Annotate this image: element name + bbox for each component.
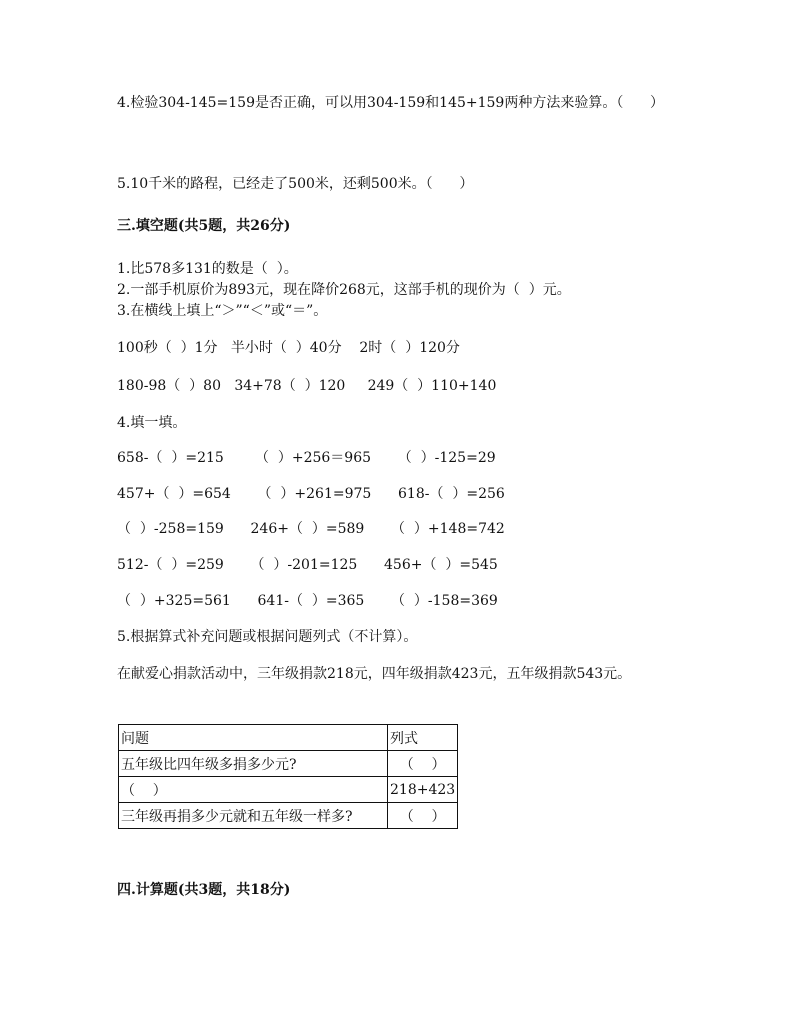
table-cell: （ ） bbox=[388, 751, 458, 777]
table-cell: 三年级再捐多少元就和五年级一样多? bbox=[119, 803, 388, 829]
fill-line-2: 457+（ ）=654 （ ）+261=975 618-（ ）=256 bbox=[117, 486, 505, 502]
question-4: 4.检验304-145=159是否正确，可以用304-159和145+159两种方法来验算。（ ） bbox=[117, 95, 665, 111]
fill-question-1: 1.比578多131的数是（ ）。 bbox=[117, 261, 298, 277]
section-3-title: 三.填空题(共5题，共26分) bbox=[117, 218, 291, 234]
fill-line-3: （ ）-258=159 246+（ ）=589 （ ）+148=742 bbox=[117, 521, 505, 537]
fill-question-3: 3.在横线上填上“＞”“＜”或“＝”。 bbox=[117, 303, 328, 319]
compare-line-1: 100秒（ ）1分 半小时（ ）40分 2时（ ）120分 bbox=[117, 340, 460, 356]
fill-line-5: （ ）+325=561 641-（ ）=365 （ ）-158=369 bbox=[117, 593, 498, 609]
table-header-question: 问题 bbox=[119, 725, 388, 751]
table-cell: （ ） bbox=[119, 777, 388, 803]
fill-question-2: 2.一部手机原价为893元，现在降价268元，这部手机的现价为（ ）元。 bbox=[117, 282, 571, 298]
table-cell: （ ） bbox=[388, 803, 458, 829]
table-row bbox=[119, 803, 458, 829]
question-context: 在献爱心捐款活动中，三年级捐款218元，四年级捐款423元，五年级捐款543元。 bbox=[117, 666, 632, 682]
table-row bbox=[119, 777, 458, 803]
question-table bbox=[118, 724, 458, 829]
table-cell: 五年级比四年级多捐多少元? bbox=[119, 751, 388, 777]
table-header-formula: 列式 bbox=[388, 725, 458, 751]
table-header-row bbox=[119, 725, 458, 751]
compare-line-2: 180-98（ ）80 34+78（ ）120 249（ ）110+140 bbox=[117, 378, 497, 394]
question-5: 5.10千米的路程，已经走了500米，还剩500米。（ ） bbox=[117, 176, 474, 192]
table-row bbox=[119, 751, 458, 777]
fill-question-5: 5.根据算式补充问题或根据问题列式（不计算）。 bbox=[117, 629, 418, 645]
fill-line-4: 512-（ ）=259 （ ）-201=125 456+（ ）=545 bbox=[117, 557, 498, 573]
section-4-title: 四.计算题(共3题，共18分) bbox=[117, 882, 291, 898]
fill-question-4: 4.填一填。 bbox=[117, 415, 187, 431]
table-cell: 218+423 bbox=[388, 777, 458, 803]
fill-line-1: 658-（ ）=215 （ ）+256＝965 （ ）-125=29 bbox=[117, 450, 496, 466]
